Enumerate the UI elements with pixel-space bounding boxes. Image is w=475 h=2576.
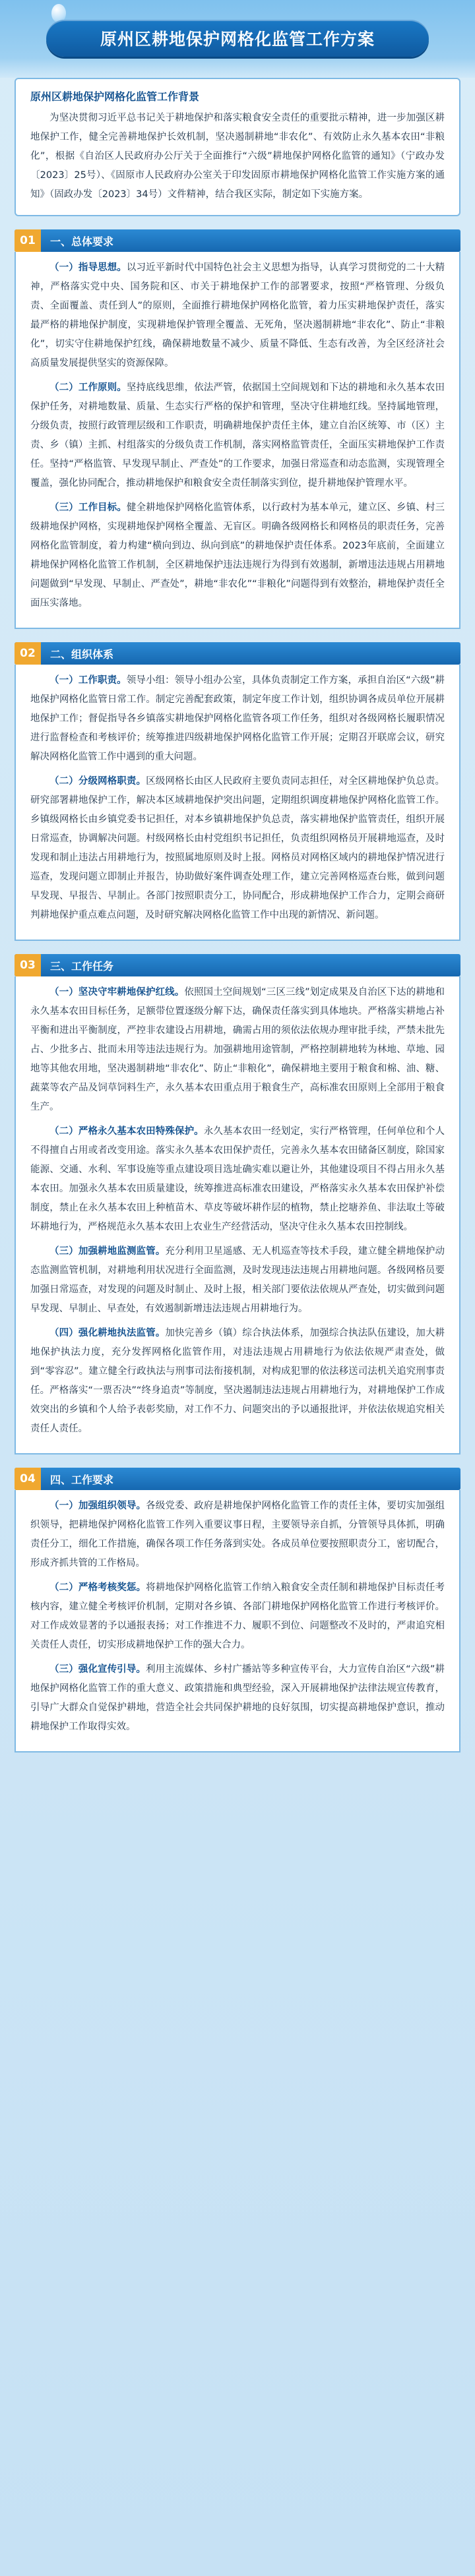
- paragraph: [30, 1242, 445, 1319]
- intro-box: [15, 78, 460, 216]
- section-2: [15, 642, 460, 941]
- section-header: [15, 229, 460, 252]
- paragraph-text: 加快完善乡（镇）综合执法体系，加强综合执法队伍建设，加大耕地保护执法力度，充分发挥网格化监管作用，对违法违规占用耕地行为依法依规严肃查处，做到“零容忍”。建立健全行政执法与刑事司法衔接机制，对构成犯罪的依法移送司法机关追究刑事责任。严格落实“一票否决”“终身追责”等制度，坚决遏制违法违规占用耕地行为，对耕地保护工作成效突出的乡镇和个人给予表彰奖励，对工作不力、问题突出的予以通报批评，并依法依规追究相关责任人责任。: [30, 1328, 445, 1434]
- paragraph-text: 以习近平新时代中国特色社会主义思想为指导，认真学习贯彻党的二十大精神，严格落实党中央、国务院和区、市关于耕地保护工作的部署要求，按照“严格管理、分级负责、全面覆盖、责任到人”的原则，全面推行耕地保护网格化监管，着力压实耕地保护责任，落实最严格的耕地保护制度，实现耕地保护管理全覆盖、无死角，坚决遏制耕地“非农化”、防止“非粮化”，切实守住耕地保护红线，确保耕地数量不减少、质量不降低、生态有改善，为全区经济社会高质量发展提供坚实的资源保障。: [30, 262, 445, 369]
- section-body: [15, 252, 460, 629]
- paragraph-text: 坚持底线思维，依法严管，依据国土空间规划和下达的耕地和永久基本农田保护任务，对耕地数量、质量、生态实行严格的保护和管理，坚决守住耕地红线。坚持属地管理，分级负责，按照行政管理层级和工作职责，明确耕地保护责任主体，建立自治区统筹、市（区）主责、乡（镇）主抓、村组落实的分级负责工作机制，落实网格监管责任，全面压实耕地保护工作责任。坚持“严格监管、早发现早制止、严查处”的工作要求，加强日常巡查和动态监测，实现管理全覆盖，强化协同配合，推动耕地保护和粮食安全责任制落实到位，提升耕地保护管理水平。: [30, 382, 445, 489]
- paragraph-text: 永久基本农田一经划定，实行严格管理，任何单位和个人不得擅自占用或者改变用途。落实永久基本农田保护责任，完善永久基本农田储备区制度，除国家能源、交通、水利、军事设施等重点建设项目选址确实难以避让外，其他建设项目不得占用永久基本农田。加强永久基本农田质量建设，统筹推进高标准农田建设，严格落实永久基本农田保护补偿制度，禁止在永久基本农田上种植苗木、草皮等破坏耕作层的植物，禁止挖塘养鱼、非法取土等破坏耕地行为，严格规范永久基本农田上农业生产经营活动，坚决守住永久基本农田控制线。: [30, 1126, 445, 1232]
- section-number: 03: [15, 954, 41, 976]
- paragraph: [30, 1122, 445, 1237]
- paragraph: [30, 498, 445, 613]
- paragraph-text: 充分利用卫星遥感、无人机巡查等技术手段，建立健全耕地保护动态监测监管机制，对耕地利用状况进行全面监测，及时发现违法违规占用耕地问题。各级网格员要加强日常巡查，对发现的问题及时制止、及时上报，相关部门要依法依规从严查处，切实做到问题早发现、早制止、早查处，有效遏制新增违法违规占用耕地行为。: [30, 1246, 445, 1314]
- section-body: [15, 665, 460, 941]
- section-title: 三、工作任务: [50, 959, 114, 973]
- paragraph-text: 区级网格长由区人民政府主要负责同志担任，对全区耕地保护负总责。研究部署耕地保护工作，解决本区域耕地保护突出问题，定期组织调度耕地保护网格化监管工作。乡镇级网格长由乡镇党委书记担任，对本乡镇耕地保护负总责，落实耕地保护监管责任，组织开展日常巡查，协调解决问题。村级网格长由村党组织书记担任，负责组织网格员开展耕地巡查，及时发现和制止违法占用耕地行为，按照属地原则及时上报。网格员对网格区域内的耕地保护情况进行巡查，发现问题立即制止并报告，协助做好案件调查处理工作，建立完善网格巡查台账，做到问题早发现、早报告、早制止。各部门按照职责分工，协同配合，形成耕地保护工作合力，定期会商研判耕地保护重点难点问题，及时研究解决网格化监管工作中出现的新情况、新问题。: [30, 776, 445, 920]
- paragraph-text: 健全耕地保护网格化监管体系，以行政村为基本单元，建立区、乡镇、村三级耕地保护网格，实现耕地保护网格全覆盖、无盲区。明确各级网格长和网格员的职责任务，完善网格化监管制度，着力构建“横向到边、纵向到底”的耕地保护责任体系。2023年底前，全面建立耕地保护网格化监管工作机制，全区耕地保护违法违规行为得到有效遏制，新增违法违规占用耕地问题做到“早发现、早制止、严查处”，耕地“非农化”“非粮化”问题得到有效整治，耕地保护责任全面压实落地。: [30, 502, 445, 609]
- section-title: 一、总体要求: [50, 235, 114, 248]
- paragraph-heading: （二）工作原则。: [49, 382, 127, 393]
- paragraph-heading: （二）严格考核奖惩。: [49, 1582, 146, 1593]
- section-title: 四、工作要求: [50, 1473, 114, 1486]
- paragraph: [30, 1497, 445, 1573]
- paragraph: [30, 1324, 445, 1439]
- section-body: [15, 1490, 460, 1752]
- paragraph-heading: （一）加强组织领导。: [49, 1501, 146, 1511]
- paragraph-heading: （二）分级网格职责。: [49, 776, 146, 787]
- title-banner: [46, 20, 429, 57]
- section-header: [15, 954, 460, 976]
- paragraph-text: 将耕地保护网格化监管工作纳入粮食安全责任制和耕地保护目标责任考核内容，建立健全考核评价机制，定期对各乡镇、各部门耕地保护网格化监管工作进行考核评价。对工作成效显著的予以通报表扬；对工作推进不力、履职不到位、问题整改不及时的，严肃追究相关责任人责任，切实形成耕地保护工作的强大合力。: [30, 1582, 445, 1650]
- section-body: [15, 976, 460, 1454]
- paragraph-heading: （三）加强耕地监测监管。: [49, 1246, 166, 1257]
- header: [0, 0, 475, 78]
- section-title: 二、组织体系: [50, 647, 114, 661]
- section-3: [15, 954, 460, 1454]
- paragraph-heading: （三）强化宣传引导。: [49, 1664, 146, 1675]
- paragraph: [30, 983, 445, 1117]
- paragraph-heading: （一）工作职责。: [49, 675, 127, 686]
- section-4: [15, 1468, 460, 1752]
- paragraph-text: 各级党委、政府是耕地保护网格化监管工作的责任主体，要切实加强组织领导，把耕地保护网格化监管工作列入重要议事日程，主要领导亲自抓，分管领导具体抓，明确责任分工，细化工作措施，确保各项工作任务落到实处。各成员单位要按照职责分工，密切配合，形成齐抓共管的工作格局。: [30, 1501, 445, 1569]
- paragraph: [30, 258, 445, 373]
- paragraph: [30, 1660, 445, 1737]
- paragraph: [30, 1578, 445, 1655]
- paragraph-text: 依照国土空间规划“三区三线”划定成果及自治区下达的耕地和永久基本农田目标任务，足额带位置逐级分解下达，确保责任落实到具体地块。严格落实耕地占补平衡和进出平衡制度，严控非农建设占用耕地，确需占用的须依法依规办理审批手续，严禁未批先占、少批多占、批而未用等违法违规行为。加强耕地用途管制，严格控制耕地转为林地、草地、园地等其他农用地，坚决遏制耕地“非农化”、防止“非粮化”，确保耕地主要用于粮食和棉、油、糖、蔬菜等农产品及饲草饲料生产，永久基本农田重点用于粮食生产，高标准农田原则上全部用于粮食生产。: [30, 987, 445, 1112]
- header-wave: [0, 58, 475, 78]
- paragraph-text: 领导小组：领导小组办公室，具体负责制定工作方案，承担自治区“六级”耕地保护网格化监管日常工作。制定完善配套政策，制定年度工作计划，组织协调各成员单位开展耕地保护工作；督促指导各乡镇落实耕地保护网格化监管各项工作任务，组织对各级网格长履职情况进行监督检查和考核评价；统筹推进四级耕地保护网格化监管工作开展；定期召开联席会议，研究解决网格化监管工作中遇到的重大问题。: [30, 675, 445, 762]
- section-number: 02: [15, 642, 41, 665]
- paragraph-heading: （一）坚决守牢耕地保护红线。: [49, 987, 185, 998]
- intro-title: 原州区耕地保护网格化监管工作背景: [30, 90, 200, 103]
- intro-text: 为坚决贯彻习近平总书记关于耕地保护和落实粮食安全责任的重要批示精神，进一步加强区耕地保护工作，健全完善耕地保护长效机制，坚决遏制耕地“非农化”、有效防止永久基本农田“非粮化”，根据《自治区人民政府办公厅关于全面推行“六级”耕地保护网格化监管的通知》（宁政办发〔2023〕25号）、《固原市人民政府办公室关于印发固原市耕地保护网格化监管工作实施方案的通知》（固政办发〔2023〕34号）文件精神，结合我区实际，制定如下实施方案。: [30, 113, 445, 200]
- paragraph: [30, 378, 445, 493]
- section-1: [15, 229, 460, 629]
- paragraph-heading: （四）强化耕地执法监管。: [49, 1328, 166, 1338]
- paragraph-heading: （二）严格永久基本农田特殊保护。: [49, 1126, 204, 1137]
- paragraph: [30, 772, 445, 925]
- section-header: [15, 1468, 460, 1490]
- paragraph-heading: （一）指导思想。: [49, 262, 127, 273]
- paragraph-text: 利用主流媒体、乡村广播站等多种宣传平台，大力宣传自治区“六级”耕地保护网格化监管工作的重大意义、政策措施和典型经验，深入开展耕地保护法律法规宣传教育，引导广大群众自觉保护耕地，营造全社会共同保护耕地的良好氛围，切实提高耕地保护意识，推动耕地保护工作取得实效。: [30, 1664, 445, 1732]
- section-number: 01: [15, 229, 41, 252]
- section-number: 04: [15, 1468, 41, 1490]
- section-header: [15, 642, 460, 665]
- page-title: 原州区耕地保护网格化监管工作方案: [100, 30, 375, 49]
- paragraph: [30, 671, 445, 767]
- sections: [0, 229, 475, 1752]
- paragraph-heading: （三）工作目标。: [49, 502, 127, 513]
